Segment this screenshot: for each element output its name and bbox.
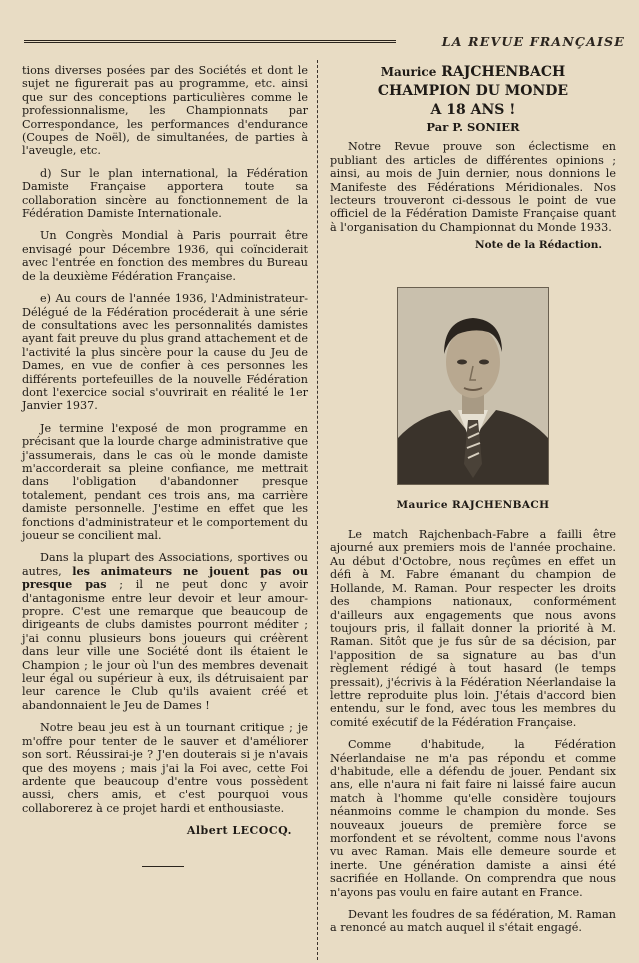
title-last-name: RAJCHENBACH (441, 64, 566, 80)
editor-intro: Notre Revue prouve son éclectisme en publiant des articles de différentes opinions ; ainsi, au mois de Juin dernier, nous donnions le Manifeste des Fédérations Méridionales. Nos lecteurs trouveront ci-dessous le point de vue officiel de la Fédération Damiste Française quant à l'organisation du Championnat du Monde 1933. (330, 140, 616, 234)
editor-note: Note de la Rédaction. (475, 239, 602, 252)
paragraph: Notre beau jeu est à un tournant critique ; je m'offre pour tenter de le sauver et d'améliorer son sort. Réussirai-je ? J'en douterais si je n'avais que des moyens ; mais j'ai la Foi avec, cette Foi ardente que beaucoup d'entre vous possèdent aussi, chers amis, et c'est pourquoi vous collaborerez à ce projet hardi et enthousiaste. (22, 721, 308, 815)
paragraph: Je termine l'exposé de mon programme en précisant que la lourde charge administrative que j'assumerais, dans le cas où le monde damiste m'accorderait sa pleine confiance, me mettrait dans l'obligation d'abandonner presque totalement, pendant ces trois ans, ma carrière damiste personnelle. J'estime en effet que les fonctions d'administrateur et le comportement du joueur se concilient mal. (22, 421, 308, 542)
title-first-name: Maurice (380, 65, 437, 79)
article-title-line2: CHAMPION DU MONDE (377, 83, 569, 99)
photo-caption (330, 499, 616, 512)
paragraph: Un Congrès Mondial à Paris pourrait être envisagé pour Décembre 1936, qui coïnciderait avec l'entrée en fonction des membres du Bureau de la deuxième Fédération Française. (22, 229, 308, 283)
paragraph: d) Sur le plan international, la Fédération Damiste Française apportera toute sa collaboration sincère au fonctionnement de la Fédération Damiste Internationale. (22, 166, 308, 221)
portrait-photo (397, 287, 549, 485)
left-column (22, 64, 308, 867)
paragraph (22, 551, 308, 712)
article-author: Par P. SONIER (426, 120, 520, 134)
portrait-illustration (398, 288, 548, 484)
end-rule (142, 866, 184, 867)
paragraph: tions diverses posées par des Sociétés et dont le sujet ne figurerait pas au programme, etc. ainsi que sur des conceptions particulières comme le professionnalisme, les Championnats par Correspondance, les performances d'endurance (Coupes de Noël), de simultanées, de parties à l'aveugle, etc. (22, 64, 308, 158)
paragraph-text: ; il ne peut donc y avoir d'antagonisme entre leur devoir et leur amour-propre. C'est une remarque que beaucoup de dirigeants de clubs damistes pourront méditer ; j'ai connu plusieurs bons joueurs qui créèrent dans leur ville une Société dont ils étaient le Champion ; le jour où l'un des membres devenait leur égal ou supérieur à eux, ils détruisaient par leur carence le Club qu'ils avaient créé et abandonnaient le Jeu de Dames ! (22, 578, 308, 712)
paragraph: e) Au cours de l'année 1936, l'Administrateur-Délégué de la Fédération procéderait à une série de consultations avec les personnalités damistes ayant fait preuve du plus grand attachement et de l'activité la plus sincère pour la cause du Jeu de Dames, en vue de confier à ces personnes les différents portefeuilles de la nouvelle Fédération dont l'exercice social s'ouvrirait en réalité le 1er Janvier 1937. (22, 292, 308, 413)
signature: Albert LECOCQ. (186, 824, 292, 838)
paragraph-text: Dans la plupart des Associations, sportives ou autres, (22, 551, 308, 578)
paragraph: Le match Rajchenbach-Fabre a failli être ajourné aux premiers mois de l'année prochaine. Au début d'Octobre, nous reçûmes en effet un défi à M. Fabre émanant du champion de Hollande, M. Raman. Pour respecter les droits des champions nationaux, conformément d'ailleurs aux engagements que nous avons toujours pris, il fallait donner la priorité à M. Raman. Sitôt que je fus sûr de sa décision, par l'apposition de sa signature au bas d'un règlement rédigé à tout hasard (le temps pressait), j'écrivis à la Fédération Néerlandaise la lettre reproduite plus loin. J'étais d'accord bien entendu, sur le fond, avec tous les membres du comité exécutif de la Fédération Française. (330, 528, 616, 729)
paragraph: Comme d'habitude, la Fédération Néerlandaise ne m'a pas répondu et comme d'habitude, elle a défendu de jouer. Pendant six ans, elle n'aura ni fait faire ni laissé faire aucun match à l'homme qu'elle considère toujours néanmoins comme le champion du monde. Ses nouveaux joueurs de première force se morfondent et se révoltent, comme nous l'avons vu avec Raman. Mais elle demeure sourde et inerte. Une génération damiste a ainsi été sacrifiée en Hollande. On comprendra que nous n'ayons pas voulu en faire autant en France. (330, 738, 616, 899)
magazine-title: LA REVUE FRANÇAISE (441, 34, 625, 49)
emphasis-text: les animateurs ne jouent pas ou presque pas (22, 563, 308, 592)
paragraph: Devant les foudres de sa fédération, M. Raman a renoncé au match auquel il s'était engagé. (330, 908, 616, 935)
article-title (330, 64, 616, 81)
column-divider (317, 60, 319, 960)
caption-first-name: Maurice (396, 498, 448, 511)
article-title-line3: A 18 ANS ! (430, 102, 516, 118)
right-column (330, 64, 616, 944)
caption-last-name: RAJCHENBACH (452, 498, 550, 511)
header-rule (24, 40, 396, 43)
